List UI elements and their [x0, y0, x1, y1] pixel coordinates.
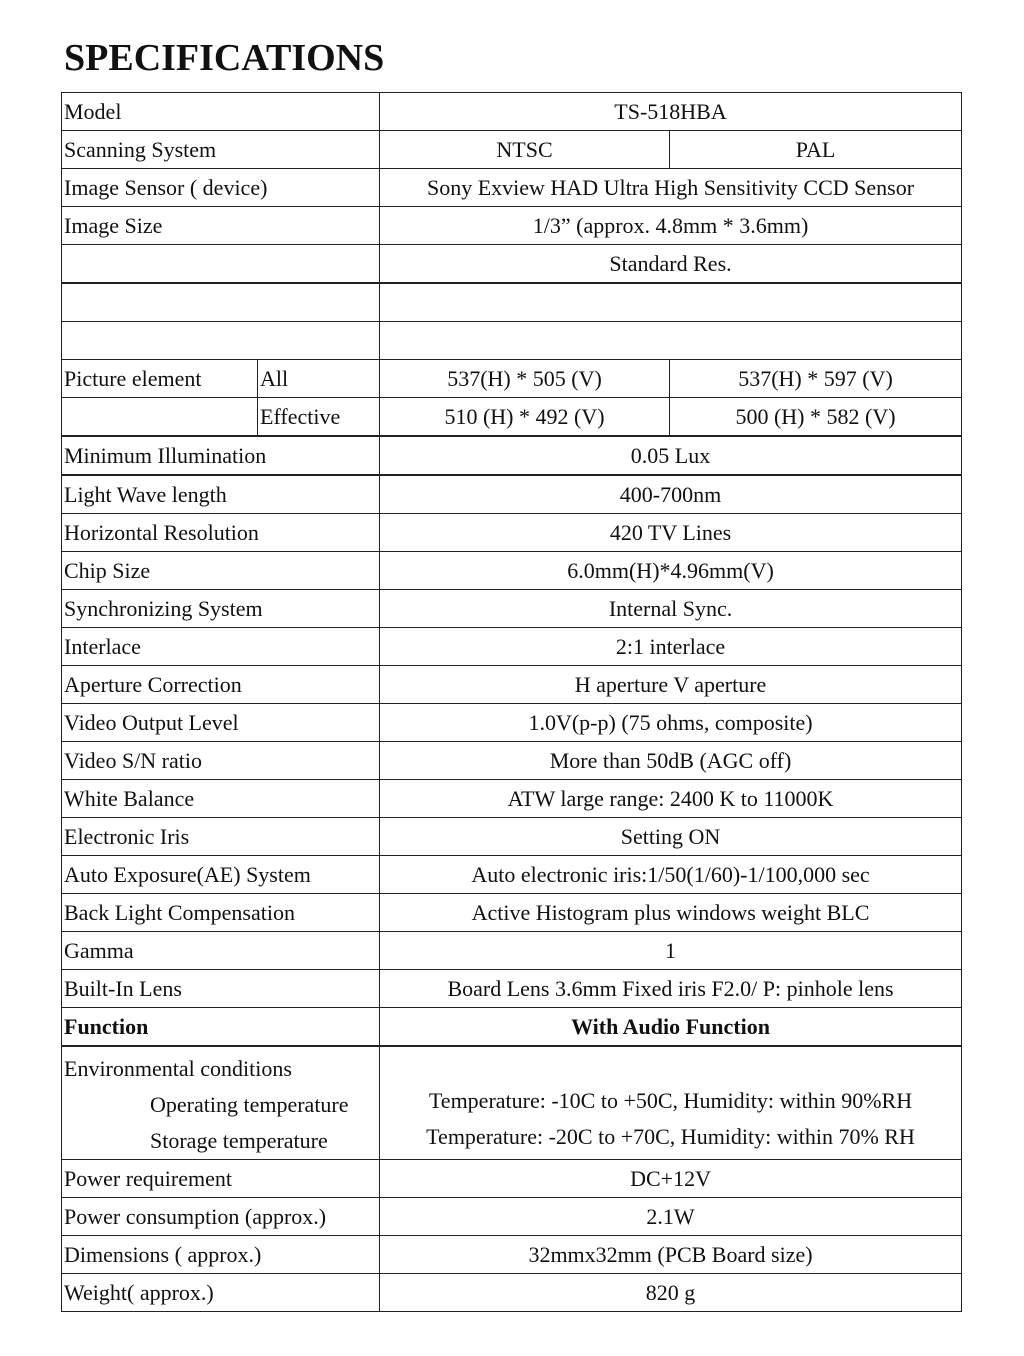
- spec-value: DC+12V: [380, 1160, 962, 1198]
- empty-cell: [380, 283, 962, 322]
- spec-label: Electronic Iris: [62, 818, 380, 856]
- spec-label: Scanning System: [62, 131, 380, 169]
- spec-label: Synchronizing System: [62, 590, 380, 628]
- spec-row-model: [62, 93, 962, 131]
- spec-value: Internal Sync.: [380, 590, 962, 628]
- spec-row: [62, 1274, 962, 1312]
- spec-value: H aperture V aperture: [380, 666, 962, 704]
- spec-label: Image Size: [62, 207, 380, 245]
- spec-label: Picture element: [62, 360, 258, 398]
- spec-label: Back Light Compensation: [62, 894, 380, 932]
- empty-cell: [62, 283, 380, 322]
- spec-row: [62, 894, 962, 932]
- spec-label: Power requirement: [62, 1160, 380, 1198]
- spec-row: [62, 475, 962, 514]
- spec-value: 0.05 Lux: [380, 436, 962, 475]
- spec-row: [62, 514, 962, 552]
- spec-row: [62, 628, 962, 666]
- spec-row: [62, 666, 962, 704]
- spec-row: [62, 780, 962, 818]
- spec-sublabel: Effective: [258, 398, 380, 437]
- spec-label: Light Wave length: [62, 475, 380, 514]
- spec-label: Power consumption (approx.): [62, 1198, 380, 1236]
- spec-label: Dimensions ( approx.): [62, 1236, 380, 1274]
- spec-label: Function: [62, 1008, 380, 1047]
- spec-label: Interlace: [62, 628, 380, 666]
- spec-row: [62, 436, 962, 475]
- spec-value: 1/3” (approx. 4.8mm * 3.6mm): [380, 207, 962, 245]
- environment-values: [380, 1046, 962, 1160]
- spec-label: Weight( approx.): [62, 1274, 380, 1312]
- spec-value: 1.0V(p-p) (75 ohms, composite): [380, 704, 962, 742]
- spec-label: Auto Exposure(AE) System: [62, 856, 380, 894]
- spec-row: [62, 932, 962, 970]
- spec-row: [62, 742, 962, 780]
- spec-label: Built-In Lens: [62, 970, 380, 1008]
- spec-row: [62, 704, 962, 742]
- spec-row-picture-all: [62, 360, 962, 398]
- spec-label: Video S/N ratio: [62, 742, 380, 780]
- page-title: SPECIFICATIONS: [64, 37, 385, 79]
- empty-line: [382, 1047, 959, 1083]
- spec-row: [62, 1236, 962, 1274]
- spec-row-resolution-class: [62, 245, 962, 284]
- operating-temp-value: Temperature: -10C to +50C, Humidity: within 90%RH: [428, 1088, 913, 1113]
- spec-row-scanning: [62, 131, 962, 169]
- spec-label: Environmental conditions: [64, 1056, 292, 1081]
- spec-row: [62, 970, 962, 1008]
- spec-value-pal: 537(H) * 597 (V): [670, 360, 962, 398]
- spec-value: 1: [380, 932, 962, 970]
- empty-cell: [62, 398, 258, 437]
- spec-sublabel: All: [258, 360, 380, 398]
- empty-cell: [380, 322, 962, 360]
- spec-label: Gamma: [62, 932, 380, 970]
- spec-row: [62, 590, 962, 628]
- spec-value: Board Lens 3.6mm Fixed iris F2.0/ P: pinhole lens: [380, 970, 962, 1008]
- spec-value: 2:1 interlace: [380, 628, 962, 666]
- spec-row-environment: [62, 1046, 962, 1160]
- spec-value: 6.0mm(H)*4.96mm(V): [380, 552, 962, 590]
- pal-header: PAL: [670, 131, 962, 169]
- resolution-class: Standard Res.: [380, 245, 962, 284]
- spec-row-picture-effective: [62, 398, 962, 437]
- spec-label: Video Output Level: [62, 704, 380, 742]
- spec-value: ATW large range: 2400 K to 11000K: [380, 780, 962, 818]
- spec-row-function: [62, 1008, 962, 1047]
- spec-value: 420 TV Lines: [380, 514, 962, 552]
- spec-value: 32mmx32mm (PCB Board size): [380, 1236, 962, 1274]
- spec-label: Model: [62, 93, 380, 131]
- spec-value-pal: 500 (H) * 582 (V): [670, 398, 962, 437]
- spec-row: [62, 818, 962, 856]
- spec-value: 400-700nm: [380, 475, 962, 514]
- spec-value: TS-518HBA: [380, 93, 962, 131]
- spec-value: Auto electronic iris:1/50(1/60)-1/100,000 sec: [380, 856, 962, 894]
- storage-temp-value: Temperature: -20C to +70C, Humidity: within 70% RH: [426, 1124, 915, 1149]
- spec-row: [62, 856, 962, 894]
- spec-row-sensor: [62, 169, 962, 207]
- spec-label: White Balance: [62, 780, 380, 818]
- spec-label: Minimum Illumination: [62, 436, 380, 475]
- operating-temp-label: Operating temperature: [150, 1092, 349, 1117]
- storage-temp-label: Storage temperature: [150, 1128, 328, 1153]
- ntsc-header: NTSC: [380, 131, 670, 169]
- empty-cell: [62, 322, 380, 360]
- spec-row-image-size: [62, 207, 962, 245]
- spec-label: Image Sensor ( device): [62, 169, 380, 207]
- spec-value: Active Histogram plus windows weight BLC: [380, 894, 962, 932]
- spec-value: Sony Exview HAD Ultra High Sensitivity CCD Sensor: [380, 169, 962, 207]
- spec-row: [62, 1198, 962, 1236]
- spec-value: 2.1W: [380, 1198, 962, 1236]
- spec-value: With Audio Function: [380, 1008, 962, 1047]
- empty-cell: [62, 245, 380, 284]
- spec-value: More than 50dB (AGC off): [380, 742, 962, 780]
- spec-row: [62, 552, 962, 590]
- spec-value-ntsc: 510 (H) * 492 (V): [380, 398, 670, 437]
- specifications-table: [61, 92, 962, 1312]
- spec-row: [62, 1160, 962, 1198]
- spec-value: 820 g: [380, 1274, 962, 1312]
- spec-label: Horizontal Resolution: [62, 514, 380, 552]
- spec-label: Aperture Correction: [62, 666, 380, 704]
- spec-value: Setting ON: [380, 818, 962, 856]
- spec-row-blank: [62, 322, 962, 360]
- environment-labels: [62, 1046, 380, 1160]
- spec-row-blank: [62, 283, 962, 322]
- spec-label: Chip Size: [62, 552, 380, 590]
- spec-value-ntsc: 537(H) * 505 (V): [380, 360, 670, 398]
